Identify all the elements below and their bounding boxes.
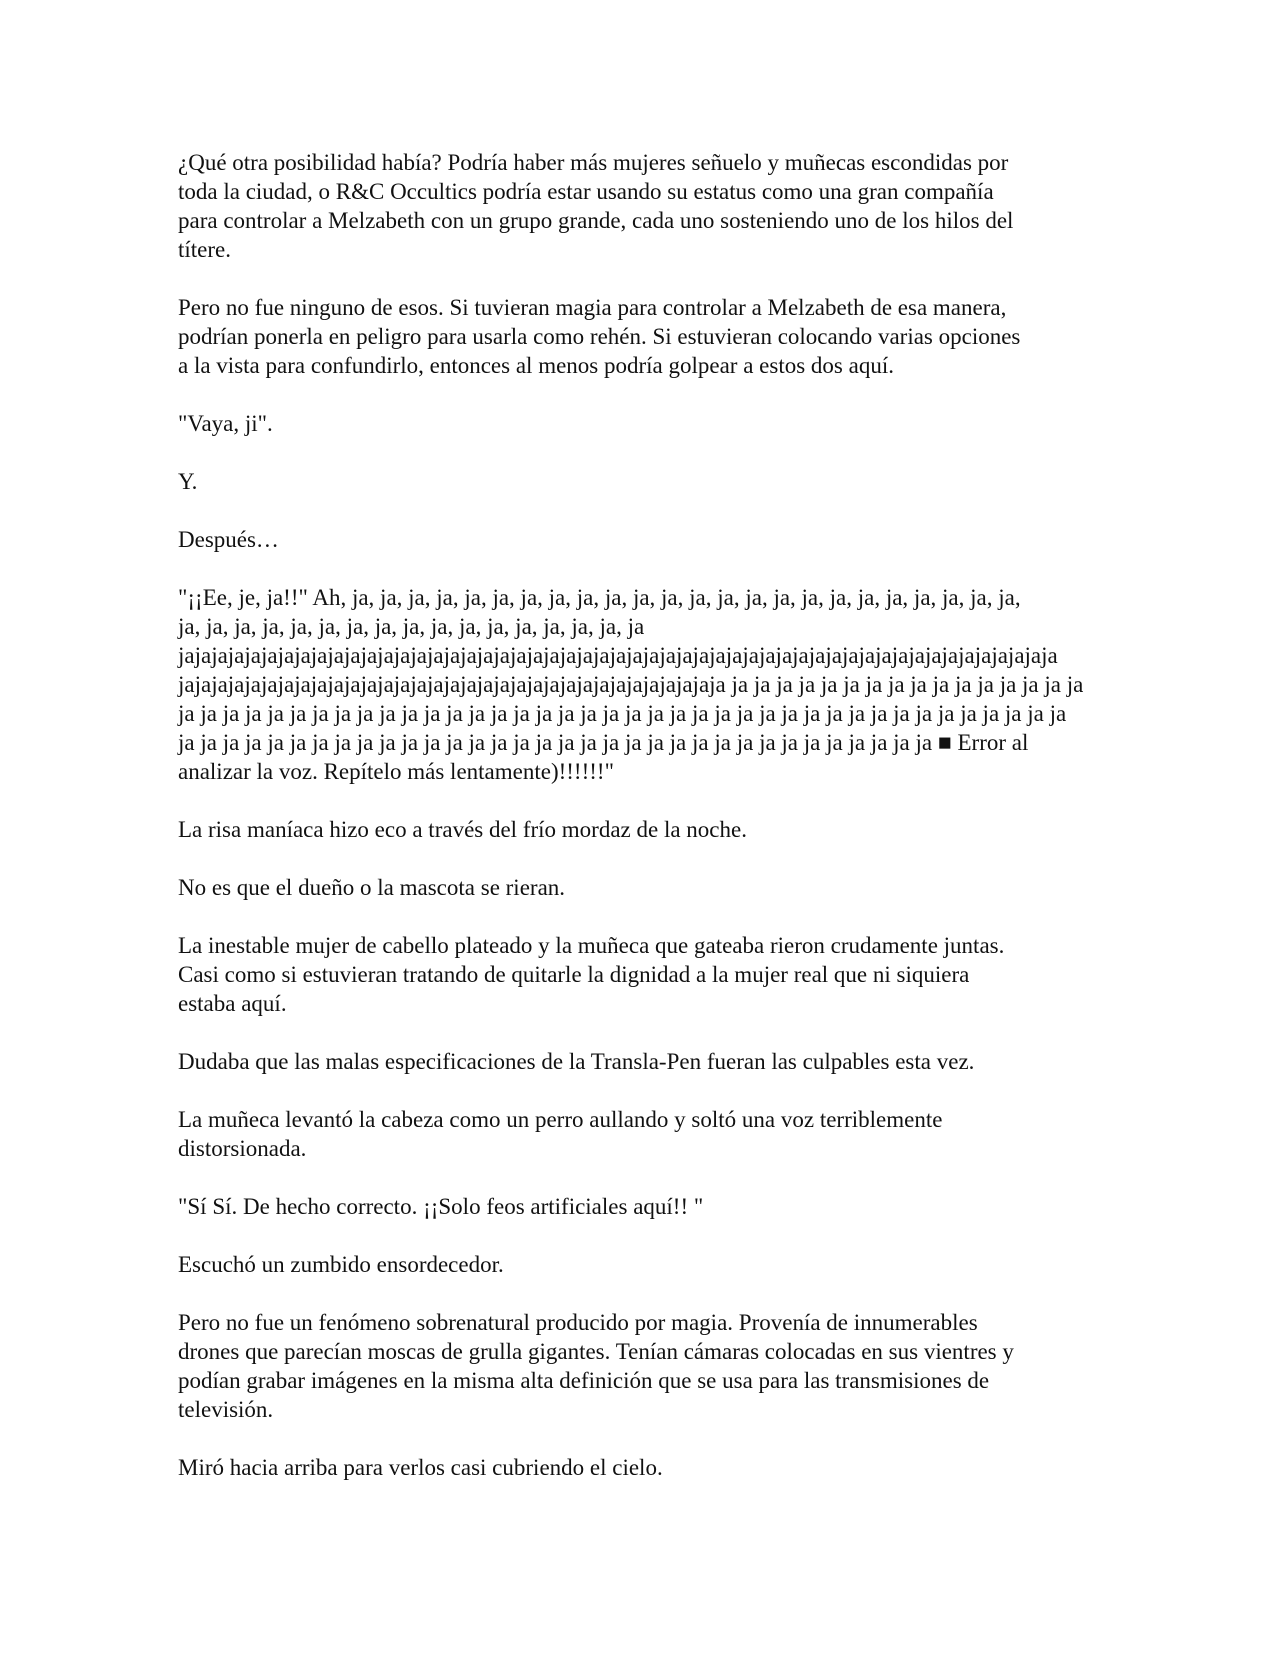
paragraph-7: La risa maníaca hizo eco a través del frío mordaz de la noche. [178, 817, 747, 842]
paragraph-6-laughter: "¡¡Ee, je, ja!!" Ah, ja, ja, ja, ja, ja, ja, ja, ja, ja, ja, ja, ja, ja, ja, ja, ja, ja, ja, ja, ja, ja, ja, ja, ja, ja, ja, ja, ja, ja, ja, ja, ja, ja, ja, ja, ja, ja, ja, ja, ja, ja jajajajajajajajajajajajajajajajajajajajajajajajajajajajajajajajajajajajajajajajajajajajajajajajajajajajaja jajajajajajajajajajajajajajajajajajajajajajajajajajajajajajajajaja ja ja ja ja ja ja ja ja ja ja ja ja ja ja ja ja ja ja ja ja ja ja ja ja ja ja ja ja ja ja ja ja ja ja ja ja ja ja ja ja ja ja ja ja ja ja ja ja ja ja ja ja ja ja ja ja ja ja ja ja ja ja ja ja ja ja ja ja ja ja ja ja ja ja ja ja ja ja ja ja ja ja ja ja ja ja ja ja ja ja ■ Error al analizar la voz. Repítelo más lentamente)!!!!!!" [178, 585, 1084, 784]
document-body [178, 148, 1108, 1511]
paragraph-15: Miró hacia arriba para verlos casi cubriendo el cielo. [178, 1455, 663, 1480]
paragraph-4: Y. [178, 469, 198, 494]
paragraph-2: Pero no fue ninguno de esos. Si tuvieran magia para controlar a Melzabeth de esa manera, podrían ponerla en peligro para usarla como rehén. Si estuvieran colocando varias opciones a la vista para confundirlo, entonces al menos podría golpear a estos dos aquí. [178, 295, 1021, 378]
paragraph-12: "Sí Sí. De hecho correcto. ¡¡Solo feos artificiales aquí!! " [178, 1194, 704, 1219]
paragraph-1: ¿Qué otra posibilidad había? Podría haber más mujeres señuelo y muñecas escondidas por toda la ciudad, o R&C Occultics podría estar usando su estatus como una gran compañía para controlar a Melzabeth con un grupo grande, cada uno sosteniendo uno de los hilos del títere. [178, 150, 1014, 262]
paragraph-10: Dudaba que las malas especificaciones de la Transla-Pen fueran las culpables esta vez. [178, 1049, 975, 1074]
paragraph-14: Pero no fue un fenómeno sobrenatural producido por magia. Provenía de innumerables drones que parecían moscas de grulla gigantes. Tenían cámaras colocadas en sus vientres y podían grabar imágenes en la misma alta definición que se usa para las transmisiones de televisión. [178, 1310, 1014, 1422]
paragraph-13: Escuchó un zumbido ensordecedor. [178, 1252, 504, 1277]
paragraph-8: No es que el dueño o la mascota se rieran. [178, 875, 566, 900]
paragraph-11: La muñeca levantó la cabeza como un perro aullando y soltó una voz terriblemente distorsionada. [178, 1107, 943, 1161]
paragraph-9: La inestable mujer de cabello plateado y la muñeca que gateaba rieron crudamente juntas. Casi como si estuvieran tratando de quitarle la dignidad a la mujer real que ni siquiera estaba aquí. [178, 933, 1005, 1016]
paragraph-5: Después… [178, 527, 279, 552]
paragraph-3: "Vaya, ji". [178, 411, 273, 436]
